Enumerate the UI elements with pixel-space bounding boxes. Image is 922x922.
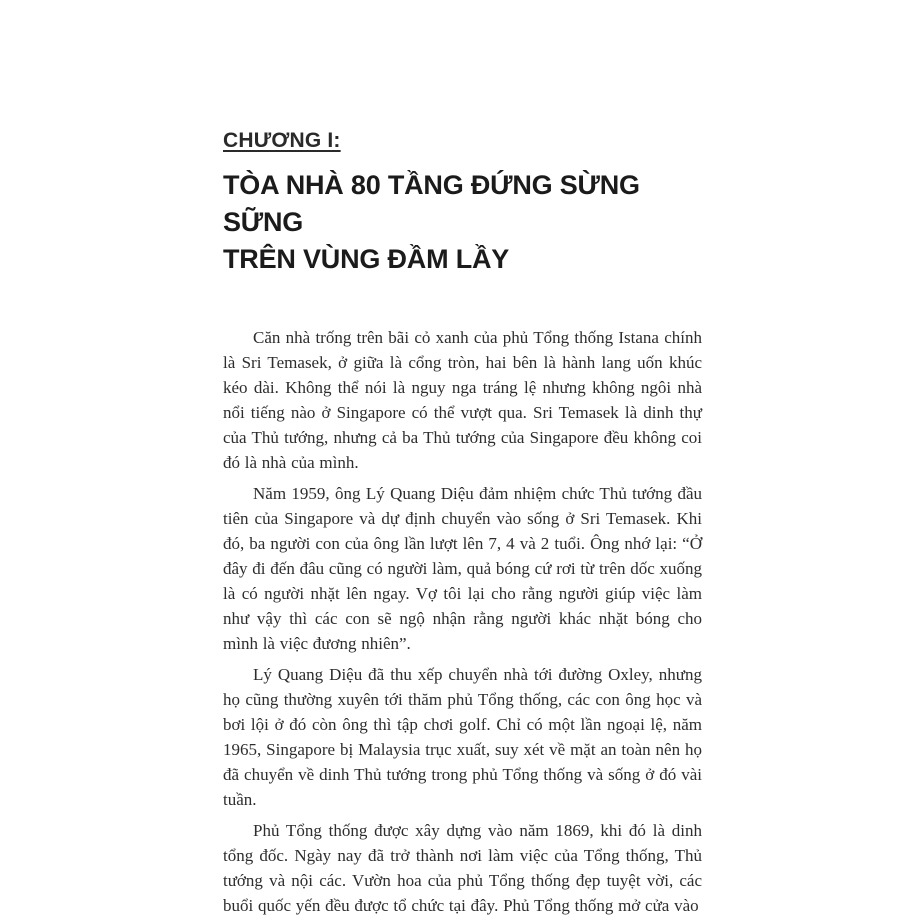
chapter-title — [223, 167, 702, 278]
paragraph-4: Phủ Tổng thống được xây dựng vào năm 1869, khi đó là dinh tổng đốc. Ngày nay đã trở thành nơi làm việc của Tổng thống, Thủ tướng và nội các. Vườn hoa của phủ Tổng thống đẹp tuyệt vời, các buổi quốc yến đều được tổ chức tại đây. Phủ Tổng thống mở cửa vào — [223, 821, 702, 915]
text-column — [223, 128, 702, 918]
chapter-title-line-1: TÒA NHÀ 80 TẦNG ĐỨNG SỪNG SỮNG — [223, 170, 640, 237]
paragraph-3: Lý Quang Diệu đã thu xếp chuyển nhà tới đường Oxley, nhưng họ cũng thường xuyên tới thăm phủ Tổng thống, các con ông học và bơi lội ở đó còn ông thì tập chơi golf. Chỉ có một lần ngoại lệ, năm 1965, Singapore bị Malaysia trục xuất, suy xét về mặt an toàn nên họ đã chuyển về dinh Thủ tướng trong phủ Tổng thống và sống ở đó vài tuần. — [223, 665, 702, 809]
chapter-title-line-2: TRÊN VÙNG ĐẦM LẦY — [223, 244, 510, 274]
chapter-label: CHƯƠNG I: — [223, 129, 341, 152]
paragraph-2: Năm 1959, ông Lý Quang Diệu đảm nhiệm chức Thủ tướng đầu tiên của Singapore và dự định chuyển vào sống ở Sri Temasek. Khi đó, ba người con của ông lần lượt lên 7, 4 và 2 tuổi. Ông nhớ lại: “Ở đây đi đến đâu cũng có người làm, quả bóng cứ rơi từ trên dốc xuống là có người nhặt lên ngay. Vợ tôi lại cho rằng người giúp việc làm như vậy thì các con sẽ ngộ nhận rằng người khác nhặt bóng cho mình là việc đương nhiên”. — [223, 484, 702, 653]
paragraph-1: Căn nhà trống trên bãi cỏ xanh của phủ Tổng thống Istana chính là Sri Temasek, ở giữa là cổng tròn, hai bên là hành lang uốn khúc kéo dài. Không thể nói là nguy nga tráng lệ nhưng không ngôi nhà nổi tiếng nào ở Singapore có thể vượt qua. Sri Temasek là dinh thự của Thủ tướng, nhưng cả ba Thủ tướng của Singapore đều không coi đó là nhà của mình. — [223, 328, 702, 472]
body-text — [223, 325, 702, 918]
